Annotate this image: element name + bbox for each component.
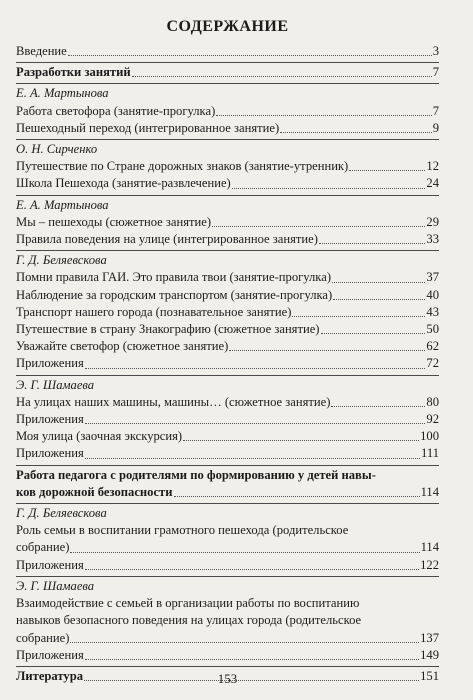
dot-leader [70,552,419,553]
toc-entry[interactable] [16,539,439,556]
toc-entry[interactable] [16,338,439,355]
dot-leader [132,76,432,77]
toc-entry[interactable] [16,120,439,137]
dot-leader [280,132,432,133]
toc-entry-section-2[interactable] [16,484,439,501]
entry-page: 62 [426,339,439,354]
entry-title: Введение [16,44,67,58]
entry-title: Помни правила ГАИ. Это правила твои (занятие-прогулка) [16,270,332,285]
entry-page: 40 [426,287,439,302]
entry-page: 9 [432,120,439,135]
entry-title: Уважайте светофор (сюжетное занятие) [16,339,229,354]
toc-entry[interactable] [16,445,439,462]
dot-leader [85,368,426,369]
entry-page: 114 [420,540,439,555]
entry-page: 3 [432,44,439,58]
entry-title: Моя улица (заочная экскурсия) [16,429,183,444]
entry-title: Правила поведения на улице (интегрированное занятие) [16,232,318,247]
dot-leader [70,642,419,643]
table-of-contents [16,42,439,687]
toc-section-1 [16,62,439,83]
toc-section-2 [16,465,439,503]
toc-entry[interactable] [16,355,439,372]
entry-title: Приложения [16,647,84,662]
entry-page: 149 [420,647,439,662]
toc-entry[interactable] [16,304,439,321]
entry-page: 72 [426,356,439,371]
dot-leader [212,226,425,227]
toc-title: СОДЕРЖАНИЕ [166,18,289,35]
entry-title-line-1[interactable]: Роль семьи в воспитании грамотного пешехода (родительское [16,523,349,538]
entry-title-line-1[interactable]: Взаимодействие с семьей в организации работы по воспитанию [16,596,360,611]
toc-entry-intro[interactable] [16,43,439,60]
author-name: Г. Д. Беляевскова [16,506,107,521]
dot-leader [85,659,419,660]
toc-entry[interactable] [16,394,439,411]
entry-page: 37 [426,270,439,285]
toc-entry[interactable] [16,103,439,120]
toc-entry[interactable] [16,214,439,231]
dot-leader [183,440,419,441]
author-name: Г. Д. Беляевскова [16,253,107,268]
entry-title: Пешеходный переход (интегрированное занятие) [16,120,280,135]
toc-entry[interactable] [16,647,439,664]
entry-title: Наблюдение за городским транспортом (занятие-прогулка) [16,287,333,302]
author-name: О. Н. Сирченко [16,142,98,157]
entry-title: На улицах наших машины, машины… (сюжетное занятие) [16,394,331,409]
dot-leader [229,350,425,351]
entry-title: Путешествие по Стране дорожных знаков (занятие-утренник) [16,159,349,174]
entry-title: Приложения [16,446,84,461]
toc-entry[interactable] [16,428,439,445]
dot-leader [85,458,420,459]
entry-page: 122 [420,557,439,572]
entry-page: 7 [432,103,439,118]
toc-author-group-2 [16,139,439,195]
author-name: Э. Г. Шамаева [16,578,95,593]
entry-page: 33 [426,232,439,247]
dot-leader [292,316,425,317]
toc-entry[interactable] [16,630,439,647]
entry-title: Транспорт нашего города (познавательное занятие) [16,304,292,319]
entry-page: 151 [420,668,439,683]
entry-page: 111 [421,446,439,461]
dot-leader [349,170,425,171]
entry-page: 24 [426,176,439,191]
section-title: Литература [16,668,84,683]
author-name: Е. А. Мартынова [16,197,109,212]
entry-page: 92 [426,412,439,427]
dot-leader [85,569,419,570]
entry-title-line-2: собрание) [16,540,70,555]
toc-author-group-6 [16,503,439,576]
entry-title: Приложения [16,557,84,572]
entry-title: Приложения [16,412,84,427]
entry-page: 137 [420,630,439,645]
entry-page: 50 [426,322,439,337]
dot-leader [232,188,426,189]
entry-page: 29 [426,214,439,229]
entry-title: Мы – пешеходы (сюжетное занятие) [16,214,212,229]
toc-author-group-4 [16,250,439,374]
dot-leader [333,299,425,300]
entry-page: 100 [420,429,439,444]
entry-title: Приложения [16,356,84,371]
entry-title: Школа Пешехода (занятие-развлечение) [16,176,231,191]
dot-leader [331,406,425,407]
entry-page: 114 [420,484,439,499]
section-title-line-1[interactable]: Работа педагога с родителями по формированию у детей навы- [16,467,376,482]
section-title: Разработки занятий [16,65,131,80]
toc-intro-group [16,42,439,62]
entry-page: 43 [426,304,439,319]
toc-entry[interactable] [16,231,439,248]
toc-entry[interactable] [16,158,439,175]
toc-author-group-3 [16,195,439,251]
dot-leader [319,243,426,244]
entry-title: Путешествие в страну Знакографию (сюжетное занятие) [16,322,320,337]
toc-author-group-7 [16,576,439,666]
author-name: Э. Г. Шамаева [16,377,95,392]
toc-entry[interactable] [16,269,439,286]
toc-author-group-1 [16,83,439,139]
dot-leader [216,115,431,116]
section-title-line-2: ков дорожной безопасности [16,484,173,499]
toc-entry[interactable] [16,411,439,428]
toc-entry[interactable] [16,175,439,192]
dot-leader [85,423,426,424]
toc-entry[interactable] [16,321,439,338]
author-name: Е. А. Мартынова [16,86,109,101]
entry-page: 12 [426,159,439,174]
page-number: 153 [16,666,439,687]
entry-page: 80 [426,394,439,409]
toc-entry[interactable] [16,557,439,574]
dot-leader [332,282,425,283]
dot-leader [68,55,432,56]
entry-title-line-3: собрание) [16,630,70,645]
entry-title-line-2[interactable]: навыков безопасного поведения на улицах города (родительское [16,613,362,628]
toc-entry-section-1[interactable] [16,64,439,81]
toc-author-group-5 [16,375,439,465]
entry-title: Работа светофора (занятие-прогулка) [16,103,216,118]
dot-leader [174,496,420,497]
entry-page: 7 [432,65,439,80]
toc-entry[interactable] [16,287,439,304]
dot-leader [321,333,426,334]
